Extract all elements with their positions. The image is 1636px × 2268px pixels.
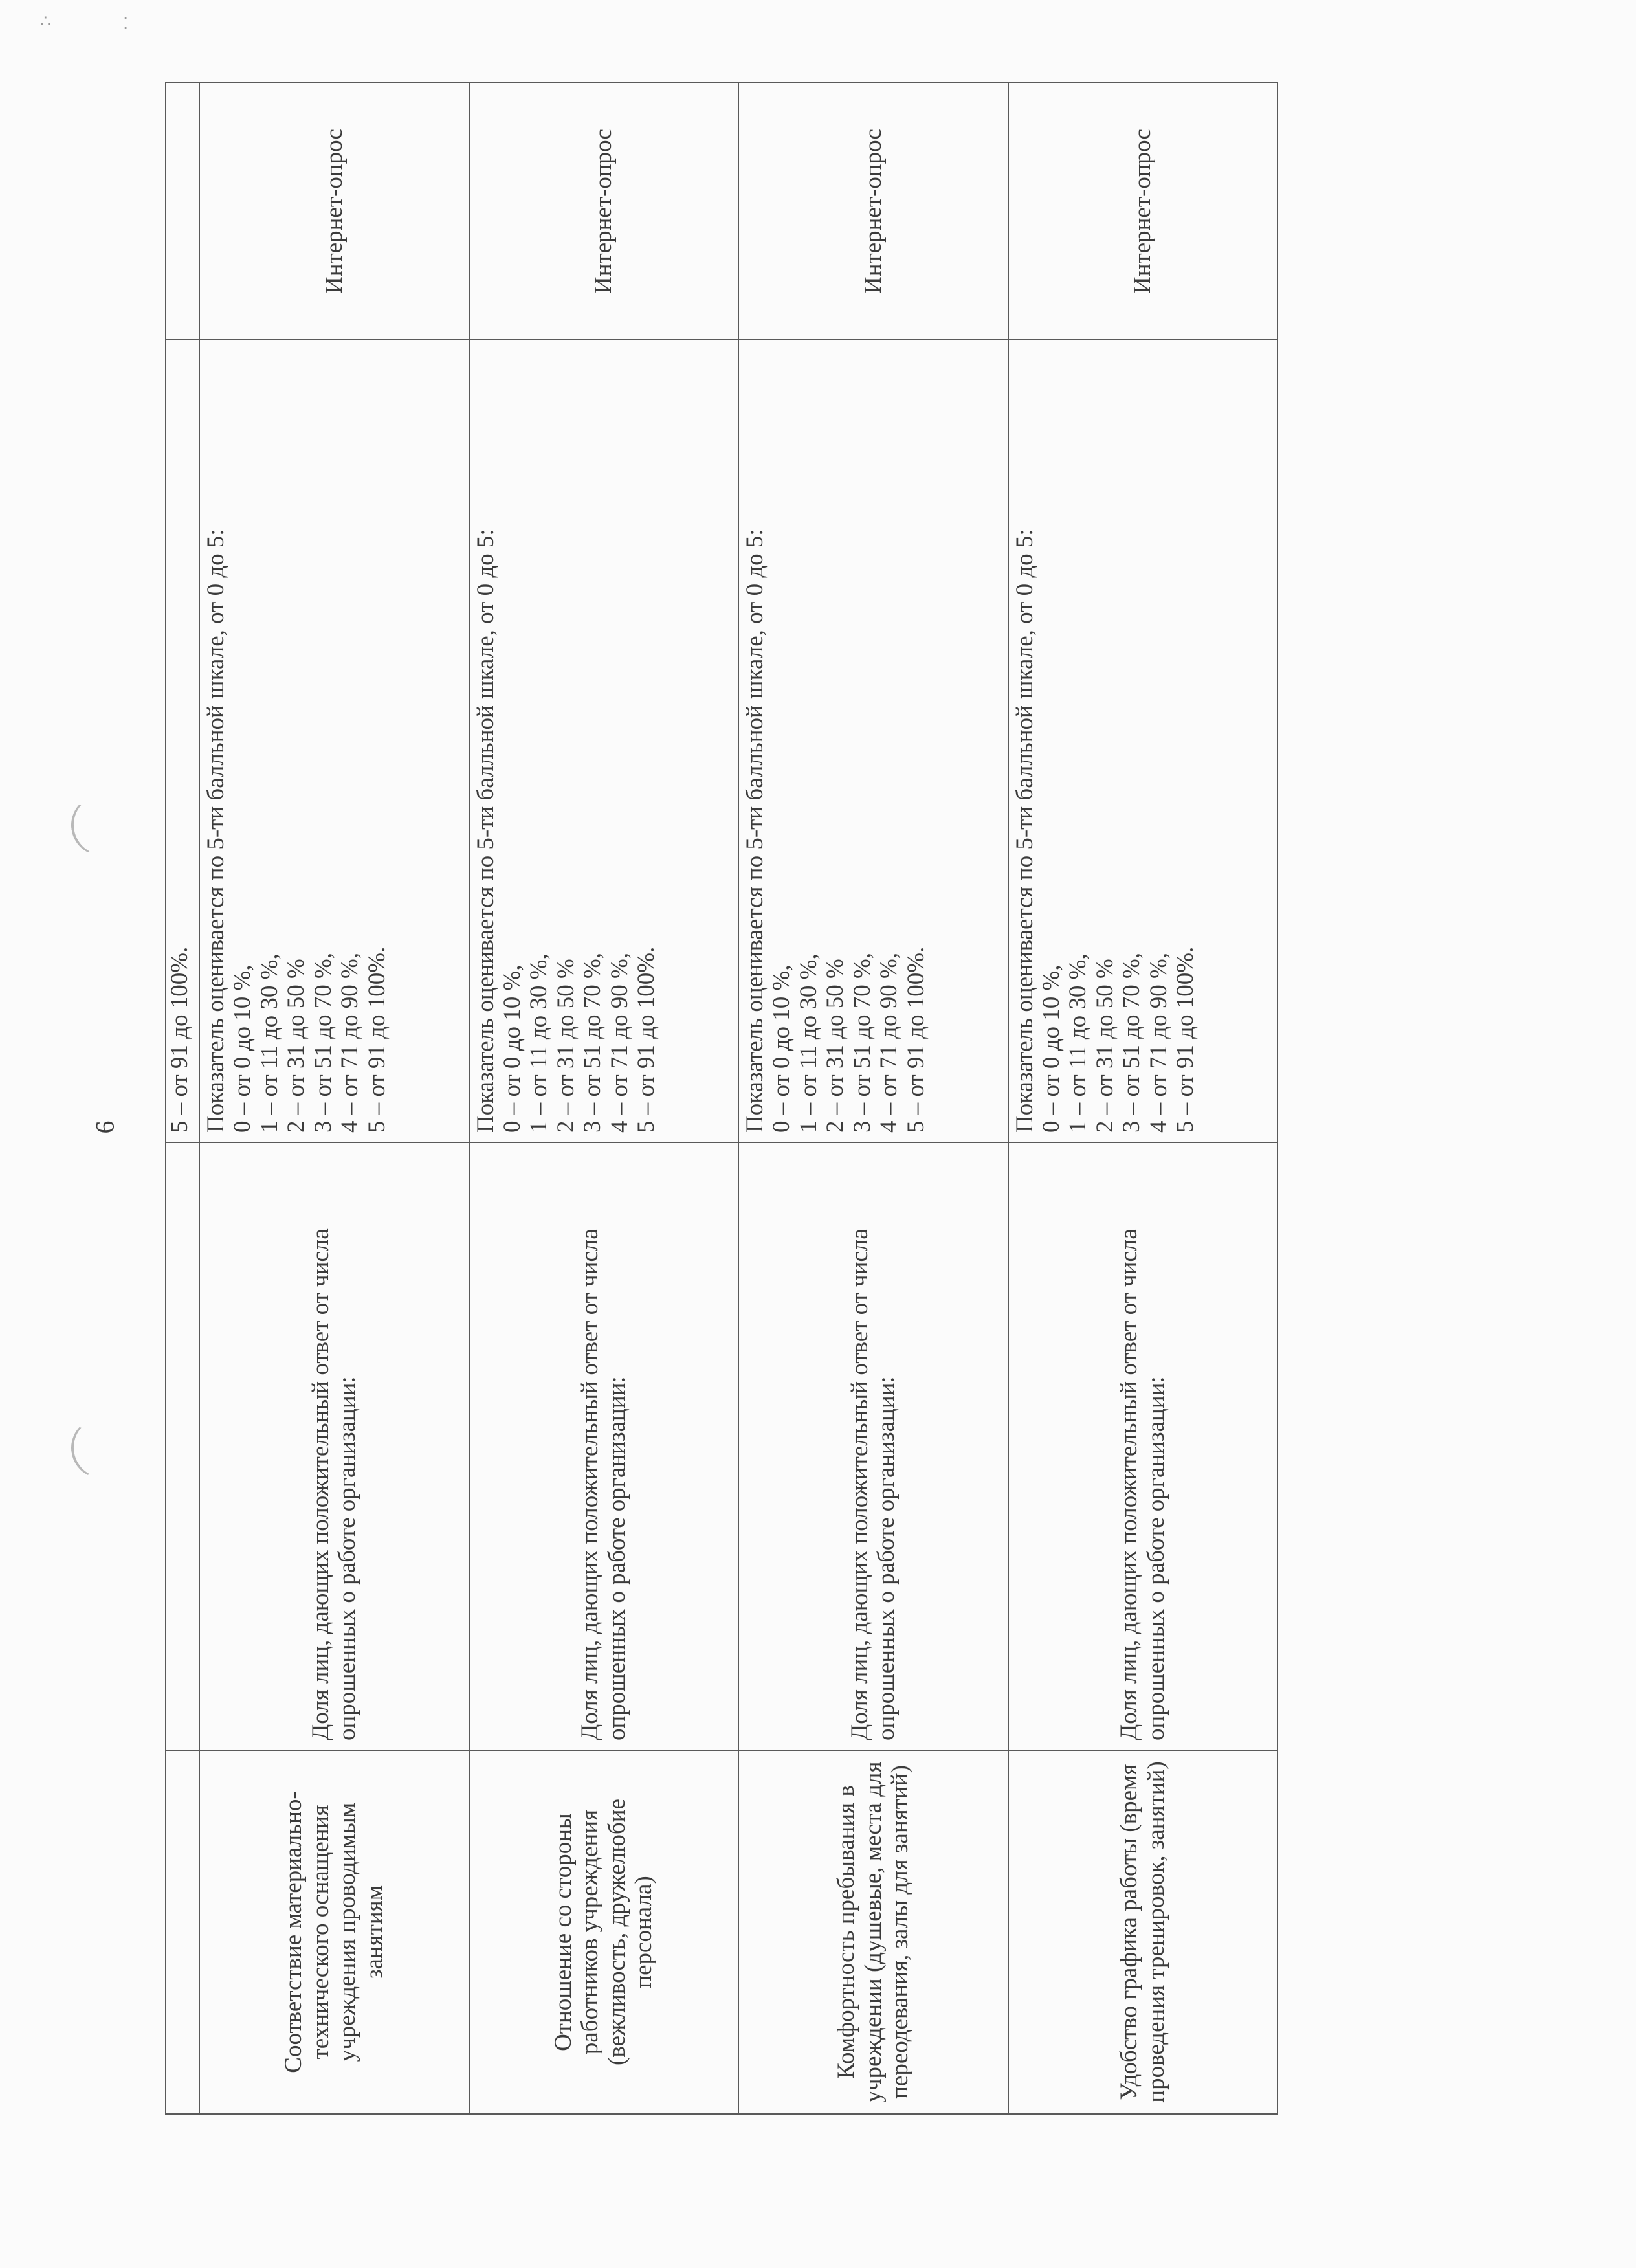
scale-item: 2 – от 31 до 50 % [552, 959, 579, 1133]
scale-header: Показатель оценивается по 5-ти балльной шкале, от 0 до 5: [742, 529, 768, 1133]
scale-header: Показатель оценивается по 5-ти балльной шкале, от 0 до 5: [472, 529, 499, 1133]
scale-item: 5 – от 91 до 100%. [902, 946, 929, 1133]
scale-item: 1 – от 11 до 30 %, [1065, 953, 1092, 1133]
rotated-table-container [165, 129, 1278, 2115]
table-row [199, 83, 469, 2114]
scale-cell [469, 340, 739, 1142]
scan-speck: ∴ [40, 12, 51, 30]
scale-item: 3 – от 51 до 70 %, [579, 952, 606, 1133]
scale-item: 0 – от 0 до 10 %, [498, 964, 525, 1133]
scale-item: 1 – от 11 до 30 %, [525, 953, 553, 1133]
scale-cell [738, 340, 1008, 1142]
table-row [1008, 83, 1278, 2114]
scale-item: 1 – от 11 до 30 %, [795, 953, 822, 1133]
scale-item: 4 – от 71 до 90 %, [337, 952, 364, 1133]
scale-item: 5 – от 91 до 100%. [1172, 946, 1199, 1133]
scale-item: 4 – от 71 до 90 %, [876, 952, 903, 1133]
scale-cell [199, 340, 469, 1142]
scale-item: 2 – от 31 до 50 % [822, 959, 849, 1133]
method-cell: Интернет-опрос [738, 83, 1008, 340]
description-cell: Доля лиц, дающих положительный ответ от числа опрошенных о работе организации: [1008, 1142, 1278, 1750]
indicator-cell: Соответствие материально-технического оснащения учреждения проводимым занятиям [199, 1750, 469, 2114]
description-cell [166, 1142, 199, 1750]
scale-header: Показатель оценивается по 5-ти балльной шкале, от 0 до 5: [203, 529, 229, 1133]
scale-item: 5 – от 91 до 100%. [633, 946, 660, 1133]
scale-cell [1008, 340, 1278, 1142]
scale-item: 2 – от 31 до 50 % [1091, 959, 1118, 1133]
scale-item: 1 – от 11 до 30 %, [256, 953, 283, 1133]
indicator-cell: Отношение со стороны работников учреждения (вежливость, дружелюбие персонала) [469, 1750, 739, 2114]
scale-item: 2 – от 31 до 50 % [283, 959, 310, 1133]
table-row [469, 83, 739, 2114]
continuation-text: 5 – от 91 до 100%. [166, 946, 193, 1133]
description-cell: Доля лиц, дающих положительный ответ от числа опрошенных о работе организации: [469, 1142, 739, 1750]
scale-item: 4 – от 71 до 90 %, [1145, 952, 1172, 1133]
method-cell: Интернет-опрос [469, 83, 739, 340]
indicator-cell: Удобство графика работы (время проведения тренировок, занятий) [1008, 1750, 1278, 2114]
scale-item: 3 – от 51 до 70 %, [309, 952, 337, 1133]
indicator-cell [166, 1750, 199, 2114]
description-cell: Доля лиц, дающих положительный ответ от числа опрошенных о работе организации: [738, 1142, 1008, 1750]
scale-item: 3 – от 51 до 70 %, [848, 952, 876, 1133]
punch-hole-mark [67, 790, 137, 861]
table-row-continuation [166, 83, 199, 2114]
method-cell: Интернет-опрос [199, 83, 469, 340]
method-cell: Интернет-опрос [1008, 83, 1278, 340]
scale-item: 0 – от 0 до 10 %, [1037, 964, 1065, 1133]
table-row [738, 83, 1008, 2114]
punch-hole-mark [67, 1413, 137, 1484]
criteria-table [165, 82, 1278, 2115]
scale-cell [166, 340, 199, 1142]
scale-item: 5 – от 91 до 100%. [363, 946, 390, 1133]
scale-header: Показатель оценивается по 5-ти балльной шкале, от 0 до 5: [1011, 529, 1038, 1133]
scale-item: 3 – от 51 до 70 %, [1118, 952, 1145, 1133]
scale-item: 4 – от 71 до 90 %, [606, 952, 633, 1133]
scan-speck: ⁚ [123, 14, 129, 33]
scale-item: 0 – от 0 до 10 %, [768, 964, 795, 1133]
method-cell [166, 83, 199, 340]
scale-item: 0 – от 0 до 10 %, [229, 964, 256, 1133]
indicator-cell: Комфортность пребывания в учреждении (душевые, места для переодевания, залы для занятий) [738, 1750, 1008, 2114]
page-number: 6 [90, 1120, 120, 1134]
description-cell: Доля лиц, дающих положительный ответ от числа опрошенных о работе организации: [199, 1142, 469, 1750]
